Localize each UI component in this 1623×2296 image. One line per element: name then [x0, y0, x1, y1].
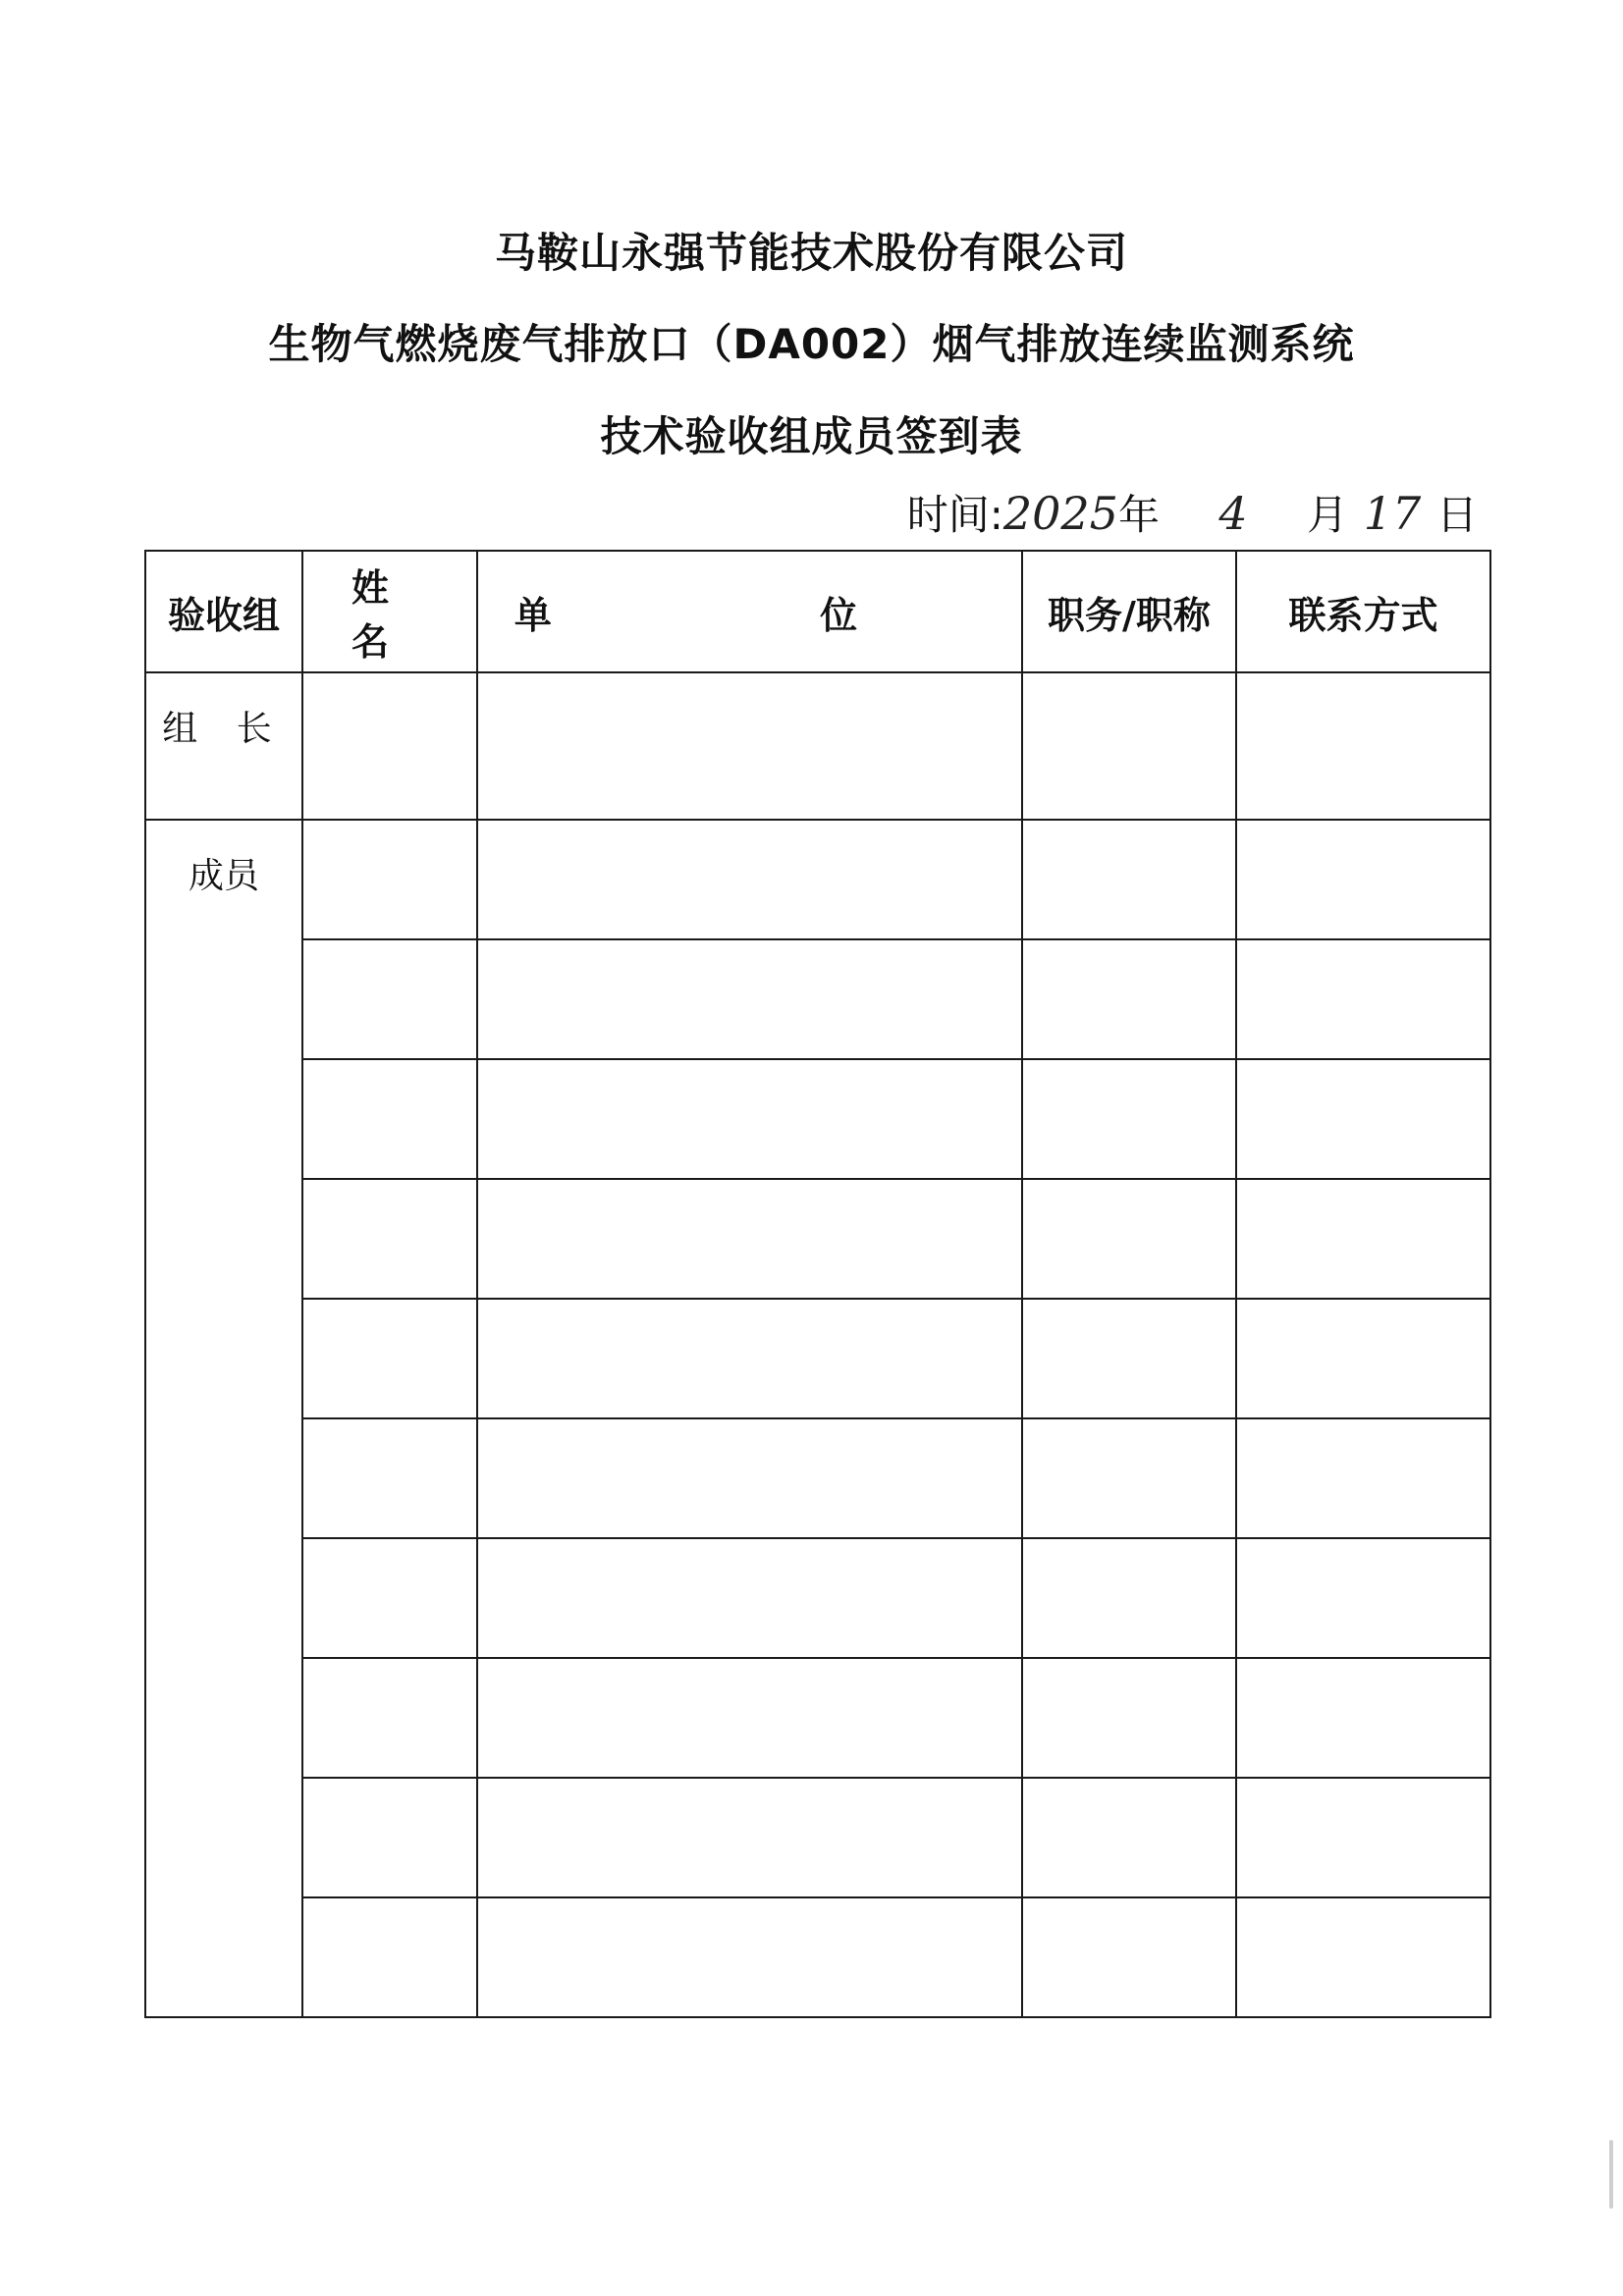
name-cell: [302, 1897, 477, 2017]
date-day-unit: 日: [1435, 491, 1478, 539]
unit-cell: [477, 820, 1022, 939]
table-row: [145, 1658, 1490, 1778]
col-header-title: 职务/职称: [1022, 551, 1236, 672]
name-cell: [302, 1538, 477, 1658]
contact-cell: [1236, 1059, 1490, 1179]
table-row: [145, 1538, 1490, 1658]
name-cell: [302, 1059, 477, 1179]
title-cell: [1022, 1059, 1236, 1179]
col-header-group: 验收组: [145, 551, 302, 672]
unit-cell: [477, 1658, 1022, 1778]
table-row: [145, 820, 1490, 939]
date-month-unit: 月: [1306, 491, 1348, 539]
title-cell: [1022, 939, 1236, 1059]
company-title: 马鞍山永强节能技术股份有限公司: [494, 229, 1128, 277]
name-cell: [302, 1418, 477, 1538]
table-header-row: [145, 551, 1490, 672]
system-title: 生物气燃烧废气排放口（DA002）烟气排放连续监测系统: [268, 320, 1355, 368]
unit-cell: [477, 1778, 1022, 1897]
group-members-label: 成员: [188, 856, 259, 896]
table-row: [145, 1897, 1490, 2017]
contact-cell: [1236, 1418, 1490, 1538]
unit-cell: [477, 1299, 1022, 1418]
unit-cell: [477, 1179, 1022, 1299]
title-cell: [1022, 1299, 1236, 1418]
group-members-cell: [145, 820, 302, 2017]
title-cell: [1022, 1179, 1236, 1299]
title-cell: [1022, 672, 1236, 820]
group-leader-cell: [145, 672, 302, 820]
title-cell: [1022, 1418, 1236, 1538]
date-year-value: 2025: [1002, 487, 1118, 540]
name-cell: [302, 939, 477, 1059]
unit-cell: [477, 1538, 1022, 1658]
name-cell: [302, 672, 477, 820]
name-cell: [302, 1658, 477, 1778]
name-cell: [302, 1299, 477, 1418]
name-cell: [302, 820, 477, 939]
title-cell: [1022, 1897, 1236, 2017]
unit-cell: [477, 1059, 1022, 1179]
name-cell: [302, 1778, 477, 1897]
title-cell: [1022, 1538, 1236, 1658]
table-row: [145, 1299, 1490, 1418]
date-label: 时间:: [906, 491, 1003, 539]
date-day-value: 17: [1363, 487, 1422, 540]
date-year-unit: 年: [1117, 491, 1160, 539]
table-row: [145, 1778, 1490, 1897]
form-title: 技术验收组成员签到表: [600, 412, 1023, 460]
unit-cell: [477, 672, 1022, 820]
sign-in-table: [144, 550, 1491, 2018]
contact-cell: [1236, 1299, 1490, 1418]
table-row: [145, 1179, 1490, 1299]
table-row: [145, 1418, 1490, 1538]
unit-cell: [477, 939, 1022, 1059]
contact-cell: [1236, 1778, 1490, 1897]
table-row: [145, 672, 1490, 820]
contact-cell: [1236, 1538, 1490, 1658]
col-header-unit: 单 位: [477, 551, 1022, 672]
col-header-contact: 联系方式: [1236, 551, 1490, 672]
name-cell: [302, 1179, 477, 1299]
contact-cell: [1236, 1897, 1490, 2017]
title-cell: [1022, 1658, 1236, 1778]
scan-edge-mark: [1609, 2140, 1613, 2209]
table-row: [145, 939, 1490, 1059]
contact-cell: [1236, 1658, 1490, 1778]
date-month-value: 4: [1218, 487, 1248, 540]
group-leader-label: 组 长: [162, 709, 286, 749]
date-line: [907, 483, 1478, 542]
unit-cell: [477, 1418, 1022, 1538]
contact-cell: [1236, 672, 1490, 820]
title-cell: [1022, 820, 1236, 939]
contact-cell: [1236, 820, 1490, 939]
col-header-name: 姓 名: [302, 551, 477, 672]
contact-cell: [1236, 1179, 1490, 1299]
title-cell: [1022, 1778, 1236, 1897]
unit-cell: [477, 1897, 1022, 2017]
table-row: [145, 1059, 1490, 1179]
contact-cell: [1236, 939, 1490, 1059]
